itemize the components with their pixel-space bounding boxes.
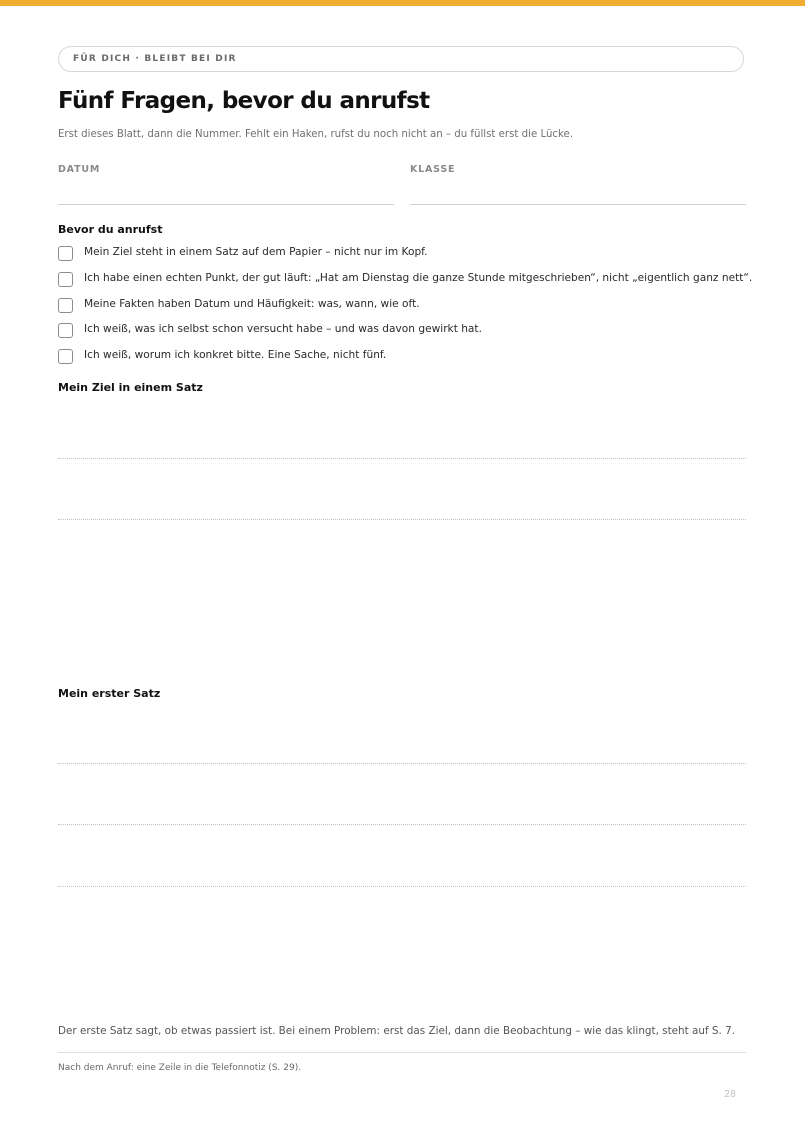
- class-label: KLASSE: [410, 164, 456, 175]
- after-call-note: Nach dem Anruf: eine Zeile in die Telefonnotiz (S. 29).: [58, 1063, 302, 1073]
- checklist-title: Bevor du anrufst: [58, 223, 163, 236]
- checkbox[interactable]: [58, 272, 73, 287]
- checklist-item-label: Mein Ziel steht in einem Satz auf dem Papier – nicht nur im Kopf.: [84, 246, 428, 258]
- first-sentence-writing-line[interactable]: [58, 886, 746, 887]
- privacy-badge: FÜR DICH · BLEIBT BEI DIR: [58, 46, 744, 72]
- checkbox[interactable]: [58, 349, 73, 364]
- page-number: 28: [724, 1089, 737, 1100]
- checkbox[interactable]: [58, 323, 73, 338]
- checklist-item-label: Meine Fakten haben Datum und Häufigkeit: was, wann, wie oft.: [84, 298, 420, 310]
- goal-writing-line[interactable]: [58, 458, 746, 459]
- checklist-item-label: Ich weiß, was ich selbst schon versucht habe – und was davon gewirkt hat.: [84, 323, 482, 335]
- page-title: Fünf Fragen, bevor du anrufst: [58, 88, 430, 114]
- page-subtitle: Erst dieses Blatt, dann die Nummer. Fehlt ein Haken, rufst du noch nicht an – du füllst erst die Lücke.: [58, 129, 574, 140]
- date-label: DATUM: [58, 164, 101, 175]
- checklist-item-label: Ich habe einen echten Punkt, der gut läuft: „Hat am Dienstag die ganze Stunde mitgeschrieben“, nicht „eigentlich ganz nett“.: [84, 272, 753, 284]
- checkbox[interactable]: [58, 298, 73, 313]
- first-sentence-writing-line[interactable]: [58, 763, 746, 764]
- footer-divider: [58, 1052, 746, 1053]
- checkbox[interactable]: [58, 246, 73, 261]
- first-sentence-section-title: Mein erster Satz: [58, 687, 161, 700]
- footer-note: Der erste Satz sagt, ob etwas passiert ist. Bei einem Problem: erst das Ziel, dann die Beobachtung – wie das klingt, steht auf S. 7.: [58, 1025, 736, 1037]
- goal-writing-line[interactable]: [58, 519, 746, 520]
- first-sentence-writing-line[interactable]: [58, 824, 746, 825]
- date-field[interactable]: [58, 204, 394, 205]
- goal-section-title: Mein Ziel in einem Satz: [58, 381, 203, 394]
- checklist-item-label: Ich weiß, worum ich konkret bitte. Eine Sache, nicht fünf.: [84, 349, 387, 361]
- class-field[interactable]: [410, 204, 746, 205]
- accent-top-bar: [0, 0, 805, 6]
